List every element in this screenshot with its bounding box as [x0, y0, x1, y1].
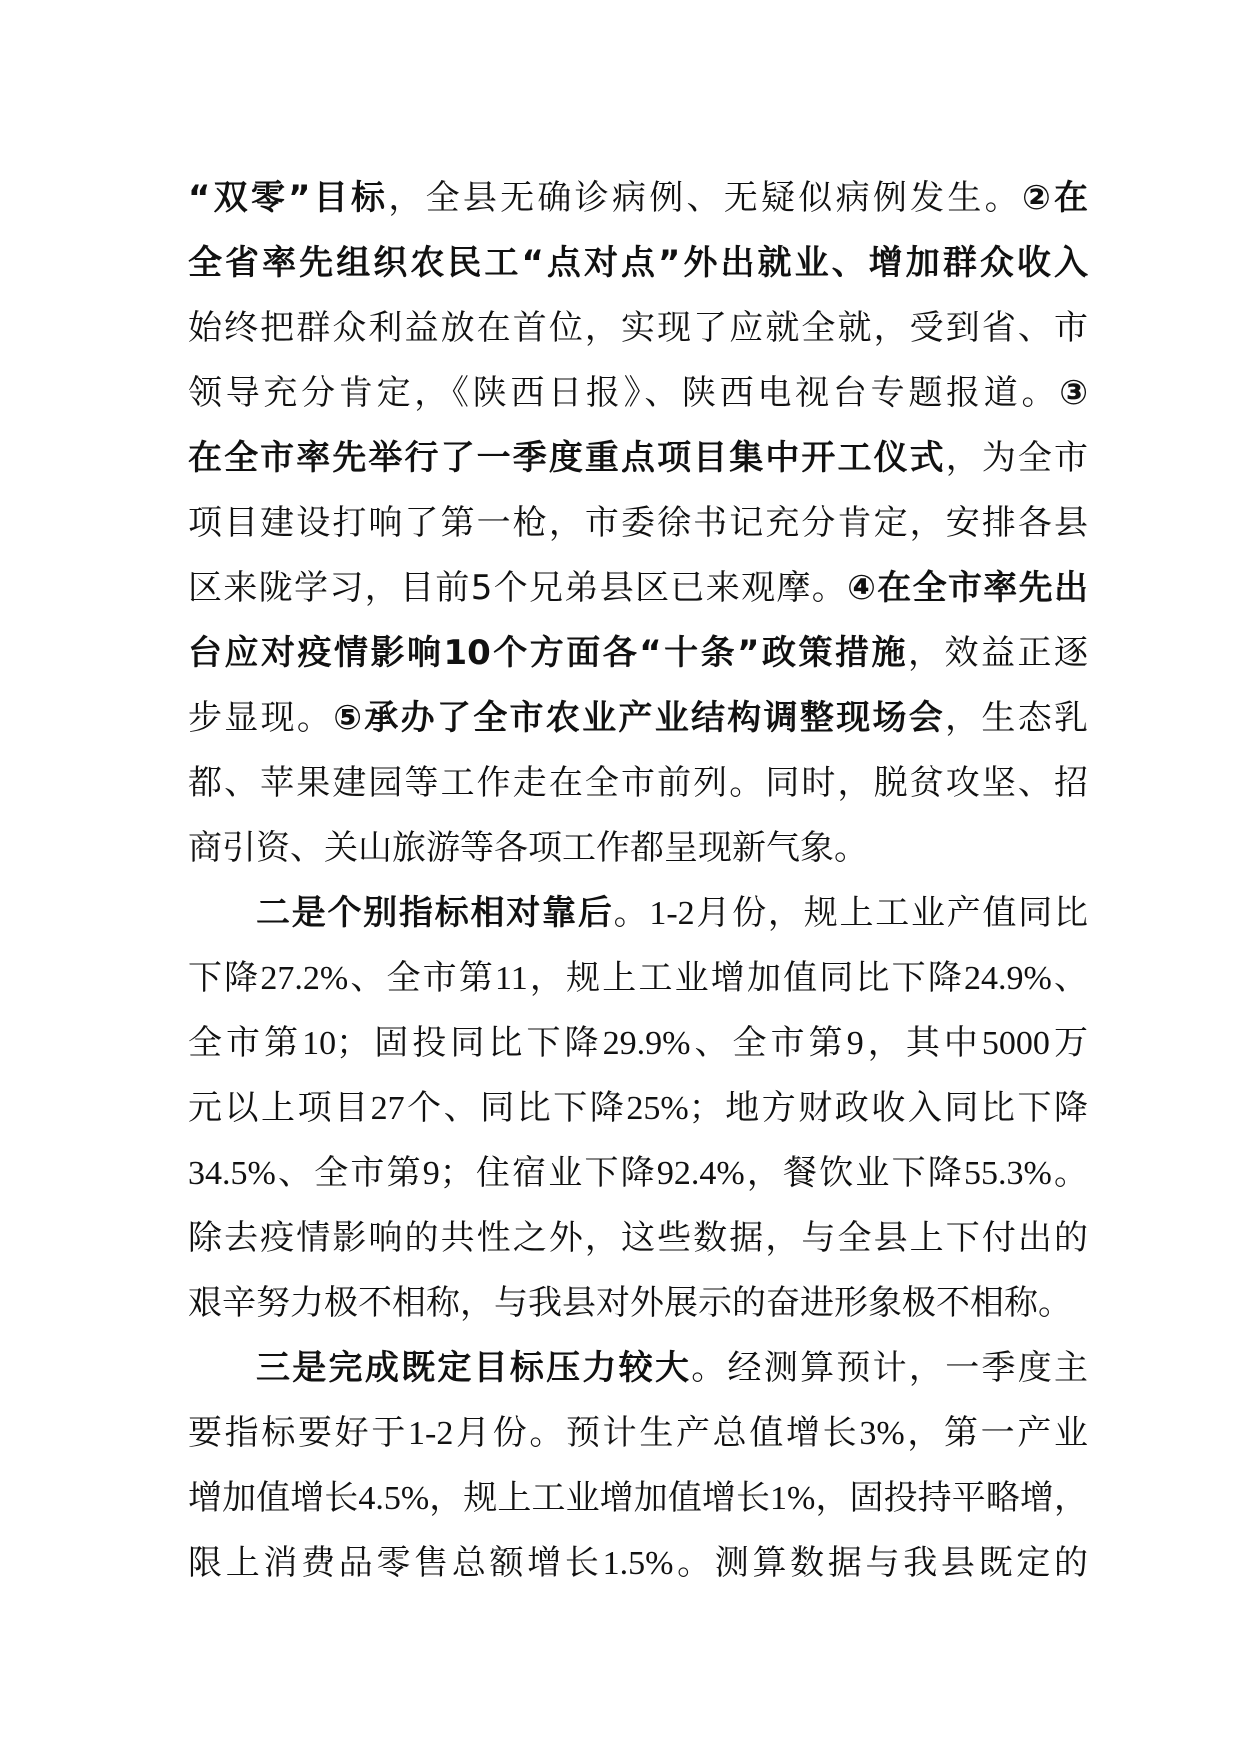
text-line	[188, 231, 1088, 296]
text-run: 艰辛努力极不相称，与我县对外展示的奋进形象极不相称。	[188, 1283, 1072, 1323]
bold-run: 二是个别指标相对靠后	[256, 893, 614, 933]
text-line	[188, 361, 1088, 426]
text-run: 始终把群众利益放在首位，实现了应就全就，受到省、市	[188, 308, 1088, 348]
bold-run: ③	[1059, 373, 1088, 413]
text-line	[188, 816, 1088, 881]
text-run: 。1-2月份，规上工业产值同比	[613, 895, 1088, 932]
text-line	[188, 1141, 1088, 1206]
bold-run: ⑤承办了全市农业产业结构调整现场会	[333, 698, 946, 738]
text-line	[188, 1466, 1088, 1531]
paragraph-target-pressure	[188, 1336, 1088, 1596]
text-line	[188, 686, 1088, 751]
text-line	[188, 946, 1088, 1011]
text-run: 要指标要好于1-2月份。预计生产总值增长3%，第一产业	[188, 1415, 1088, 1452]
bold-run: ②在	[1021, 178, 1088, 218]
text-line	[188, 881, 1088, 946]
text-line	[188, 166, 1088, 231]
text-run: 除去疫情影响的共性之外，这些数据，与全县上下付出的	[188, 1218, 1088, 1258]
text-run: ，为全市	[945, 438, 1088, 478]
paragraph-achievements	[188, 166, 1088, 881]
text-run: 区来陇学习，目前5个兄弟县区已来观摩。	[188, 568, 848, 608]
text-run: ，生态乳	[945, 698, 1088, 738]
text-line	[188, 491, 1088, 556]
text-run: 都、苹果建园等工作走在全市前列。同时，脱贫攻坚、招	[188, 763, 1088, 803]
bold-run: 全省率先组织农民工“点对点”外出就业、增加群众收入	[188, 243, 1088, 283]
document-page	[188, 166, 1088, 1596]
bold-run: 三是完成既定目标压力较大	[256, 1348, 692, 1388]
text-line	[188, 296, 1088, 361]
text-line	[188, 1401, 1088, 1466]
text-line	[188, 1206, 1088, 1271]
text-run: 增加值增长4.5%，规上工业增加值增长1%，固投持平略增，	[188, 1480, 1088, 1517]
text-line	[188, 621, 1088, 686]
text-run: 领导充分肯定，《陕西日报》、陕西电视台专题报道。	[188, 373, 1060, 413]
text-line	[188, 1531, 1088, 1596]
text-line	[188, 1011, 1088, 1076]
text-run: 步显现。	[188, 698, 334, 738]
text-run: 元以上项目27个、同比下降25%；地方财政收入同比下降	[188, 1090, 1088, 1127]
text-run: 项目建设打响了第一枪，市委徐书记充分肯定，安排各县	[188, 503, 1088, 543]
text-line	[188, 1076, 1088, 1141]
text-run: 全市第10；固投同比下降29.9%、全市第9，其中5000万	[188, 1025, 1088, 1062]
text-line	[188, 556, 1088, 621]
bold-run: 台应对疫情影响10个方面各“十条”政策措施	[188, 633, 908, 673]
text-run: 34.5%、全市第9；住宿业下降92.4%，餐饮业下降55.3%。	[188, 1155, 1088, 1192]
text-run: ，全县无确诊病例、无疑似病例发生。	[388, 178, 1022, 218]
text-line	[188, 1336, 1088, 1401]
text-run: 商引资、关山旅游等各项工作都呈现新气象。	[188, 828, 868, 868]
bold-run: ④在全市率先出	[847, 568, 1088, 608]
paragraph-lagging-indicators	[188, 881, 1088, 1336]
bold-run: “双零”目标	[188, 178, 389, 218]
text-line	[188, 1271, 1088, 1336]
text-line	[188, 426, 1088, 491]
text-run: 。经测算预计，一季度主	[691, 1348, 1089, 1388]
bold-run: 在全市率先举行了一季度重点项目集中开工仪式	[188, 438, 946, 478]
text-run: 限上消费品零售总额增长1.5%。测算数据与我县既定的	[188, 1545, 1088, 1582]
text-run: ，效益正逐	[908, 633, 1088, 673]
text-run: 下降27.2%、全市第11，规上工业增加值同比下降24.9%、	[188, 960, 1088, 997]
text-line	[188, 751, 1088, 816]
